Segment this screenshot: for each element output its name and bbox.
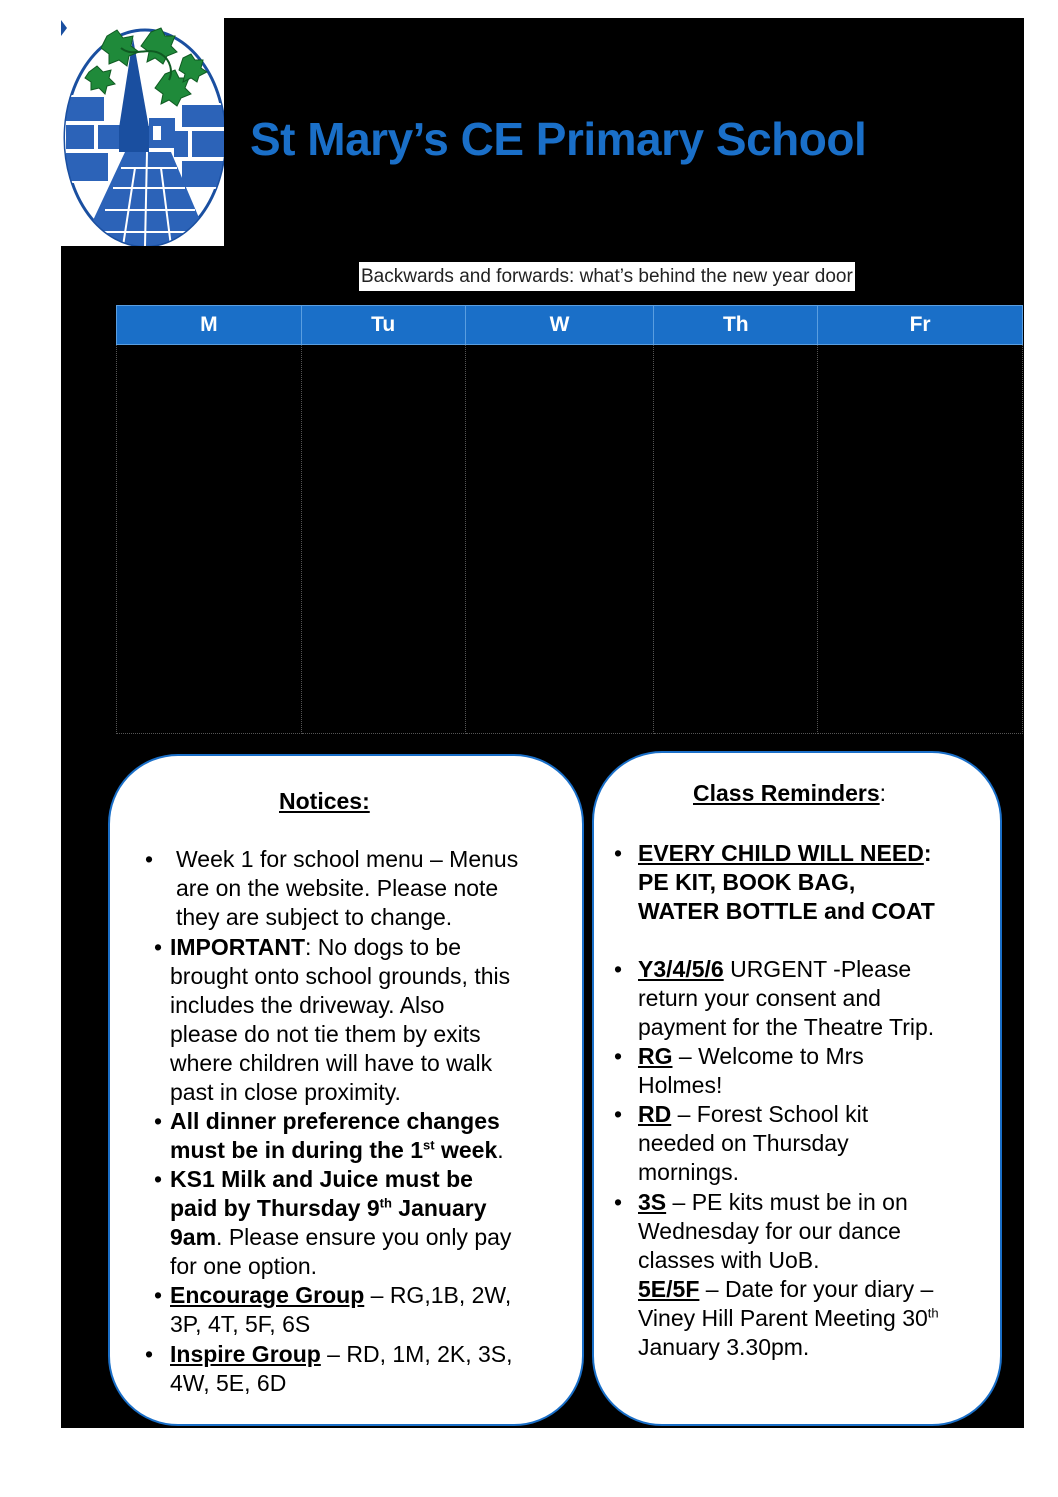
notice-menu: Week 1 for school menu – Menus are on the website. Please note they are subject to change.	[176, 846, 519, 930]
class-reminders-panel	[592, 751, 1002, 1426]
notice-encourage-group: Encourage Group – RG,1B, 2W, 3P, 4T, 5F, 6S	[170, 1282, 512, 1337]
notice-dinner: All dinner preference changes must be in during the 1st week.	[170, 1108, 504, 1163]
reminder-3s: 3S – PE kits must be in on Wednesday for our dance classes with UoB. 5E/5F – Date for your diary – Viney Hill Parent Meeting 30th January 3.30pm.	[638, 1189, 939, 1360]
notice-milk: KS1 Milk and Juice must be paid by Thursday 9th January 9am. Please ensure you only pay for one option.	[170, 1166, 512, 1279]
reminder-rg: RG – Welcome to Mrs Holmes!	[638, 1043, 864, 1098]
class-reminders-title: Class Reminders:	[693, 780, 887, 806]
day-header-friday: Fr	[818, 306, 1023, 345]
newsletter-theme: Backwards and forwards: what’s behind the new year door	[359, 262, 855, 291]
reminder-y3456: Y3/4/5/6 URGENT -Please return your consent and payment for the Theatre Trip.	[638, 956, 935, 1040]
bullet-icon: •	[154, 1166, 163, 1192]
school-crest-icon	[61, 18, 224, 246]
day-cell-wednesday	[465, 345, 654, 734]
notice-dogs: IMPORTANT: No dogs to be brought onto school grounds, this includes the driveway. Also please do not tie them by exits where children will have to walk past in close proximity.	[170, 934, 511, 1105]
day-header-tuesday: Tu	[301, 306, 465, 345]
bullet-icon: •	[614, 840, 623, 866]
notices-title: Notices:	[279, 788, 370, 814]
bullet-icon: •	[145, 1341, 154, 1367]
weekly-timetable	[116, 305, 1023, 734]
bullet-icon: •	[145, 846, 154, 872]
bullet-icon: •	[154, 1108, 163, 1134]
school-name-title: St Mary’s CE Primary School	[250, 113, 867, 165]
day-header-wednesday: W	[465, 306, 654, 345]
reminder-every-child: EVERY CHILD WILL NEED: PE KIT, BOOK BAG, WATER BOTTLE and COAT	[638, 840, 935, 924]
bullet-icon: •	[154, 1282, 163, 1308]
bullet-icon: •	[614, 1043, 623, 1069]
bullet-icon: •	[614, 1189, 623, 1215]
reminder-rd: RD – Forest School kit needed on Thursday mornings.	[638, 1101, 869, 1185]
day-cell-monday	[117, 345, 302, 734]
notices-panel	[108, 754, 584, 1426]
notice-inspire-group: Inspire Group – RD, 1M, 2K, 3S, 4W, 5E, 6D	[170, 1341, 513, 1396]
bullet-icon: •	[614, 1101, 623, 1127]
day-cell-tuesday	[301, 345, 465, 734]
day-header-thursday: Th	[654, 306, 818, 345]
bullet-icon: •	[614, 956, 623, 982]
day-header-monday: M	[117, 306, 302, 345]
day-cell-thursday	[654, 345, 818, 734]
bullet-icon: •	[154, 934, 163, 960]
school-logo	[61, 18, 224, 246]
day-cell-friday	[818, 345, 1023, 734]
